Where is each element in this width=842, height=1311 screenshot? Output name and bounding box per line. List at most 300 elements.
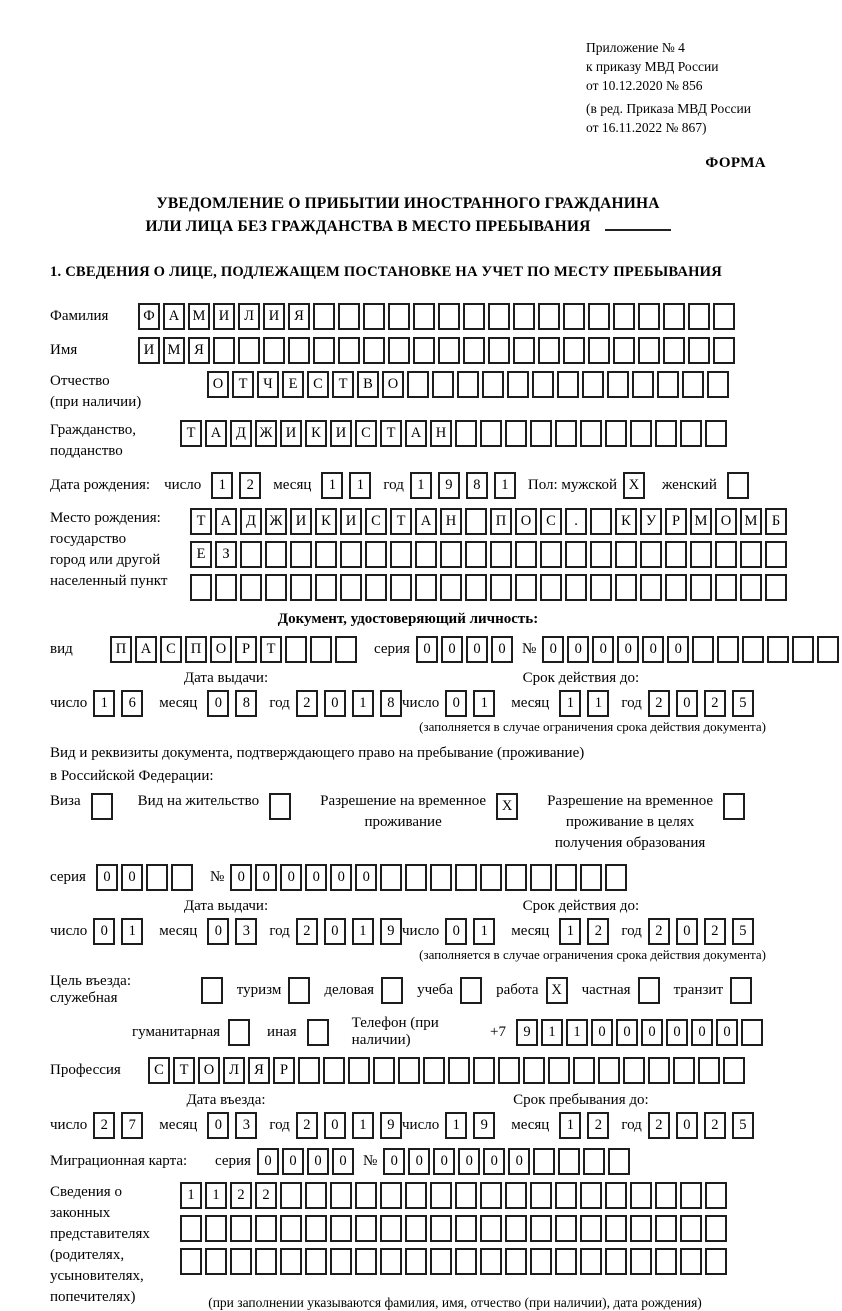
char-box[interactable]: 0 <box>324 690 346 717</box>
char-box[interactable] <box>285 636 307 663</box>
char-box[interactable] <box>705 1215 727 1242</box>
char-box[interactable] <box>590 574 612 601</box>
char-box[interactable]: 1 <box>211 472 233 499</box>
char-box[interactable] <box>205 1215 227 1242</box>
char-box[interactable]: Т <box>173 1057 195 1084</box>
char-box[interactable] <box>555 1248 577 1275</box>
char-box[interactable] <box>323 1057 345 1084</box>
char-box[interactable] <box>563 337 585 364</box>
char-box[interactable] <box>730 977 752 1004</box>
char-box[interactable] <box>505 1182 527 1209</box>
char-box[interactable]: X <box>623 472 645 499</box>
char-box[interactable] <box>465 508 487 535</box>
char-box[interactable] <box>765 574 787 601</box>
char-box[interactable] <box>180 1215 202 1242</box>
char-box[interactable] <box>465 541 487 568</box>
char-box[interactable] <box>638 977 660 1004</box>
char-box[interactable] <box>380 864 402 891</box>
char-box[interactable]: К <box>305 420 327 447</box>
char-box[interactable] <box>705 420 727 447</box>
char-box[interactable]: 0 <box>592 636 614 663</box>
char-box[interactable]: А <box>215 508 237 535</box>
char-box[interactable]: К <box>615 508 637 535</box>
char-box[interactable]: А <box>135 636 157 663</box>
char-box[interactable]: 9 <box>473 1112 495 1139</box>
char-box[interactable]: 0 <box>667 636 689 663</box>
char-box[interactable] <box>380 1215 402 1242</box>
char-box[interactable] <box>490 541 512 568</box>
char-box[interactable] <box>269 793 291 820</box>
char-box[interactable] <box>530 1215 552 1242</box>
char-box[interactable] <box>432 371 454 398</box>
char-box[interactable] <box>355 1215 377 1242</box>
char-box[interactable] <box>682 371 704 398</box>
char-box[interactable]: 9 <box>380 918 402 945</box>
char-box[interactable]: Л <box>223 1057 245 1084</box>
char-box[interactable] <box>648 1057 670 1084</box>
char-box[interactable] <box>288 977 310 1004</box>
char-box[interactable]: С <box>365 508 387 535</box>
char-box[interactable]: 0 <box>305 864 327 891</box>
char-box[interactable] <box>623 1057 645 1084</box>
char-box[interactable] <box>290 541 312 568</box>
char-box[interactable]: Я <box>188 337 210 364</box>
char-box[interactable]: 2 <box>648 918 670 945</box>
char-box[interactable] <box>280 1248 302 1275</box>
char-box[interactable] <box>705 1248 727 1275</box>
char-box[interactable] <box>457 371 479 398</box>
char-box[interactable] <box>228 1019 250 1046</box>
char-box[interactable] <box>540 574 562 601</box>
char-box[interactable]: 8 <box>466 472 488 499</box>
char-box[interactable]: 0 <box>676 690 698 717</box>
char-box[interactable] <box>707 371 729 398</box>
char-box[interactable] <box>582 371 604 398</box>
char-box[interactable] <box>507 371 529 398</box>
char-box[interactable]: 3 <box>235 918 257 945</box>
char-box[interactable]: 0 <box>483 1148 505 1175</box>
char-box[interactable] <box>665 541 687 568</box>
char-box[interactable]: Т <box>190 508 212 535</box>
char-box[interactable]: А <box>163 303 185 330</box>
char-box[interactable] <box>490 574 512 601</box>
char-box[interactable] <box>565 574 587 601</box>
char-box[interactable] <box>630 1248 652 1275</box>
char-box[interactable]: У <box>640 508 662 535</box>
char-box[interactable] <box>415 574 437 601</box>
char-box[interactable] <box>640 574 662 601</box>
char-box[interactable]: 2 <box>296 1112 318 1139</box>
char-box[interactable] <box>767 636 789 663</box>
char-box[interactable] <box>480 1182 502 1209</box>
char-box[interactable]: С <box>307 371 329 398</box>
char-box[interactable] <box>717 636 739 663</box>
char-box[interactable] <box>205 1248 227 1275</box>
char-box[interactable]: 0 <box>324 918 346 945</box>
char-box[interactable]: Ж <box>265 508 287 535</box>
char-box[interactable]: 0 <box>230 864 252 891</box>
char-box[interactable] <box>455 1215 477 1242</box>
char-box[interactable] <box>313 303 335 330</box>
char-box[interactable] <box>413 303 435 330</box>
char-box[interactable] <box>460 977 482 1004</box>
char-box[interactable] <box>613 303 635 330</box>
char-box[interactable]: И <box>213 303 235 330</box>
char-box[interactable] <box>713 337 735 364</box>
char-box[interactable]: Ф <box>138 303 160 330</box>
char-box[interactable] <box>727 472 749 499</box>
char-box[interactable] <box>663 303 685 330</box>
char-box[interactable] <box>765 541 787 568</box>
char-box[interactable]: 9 <box>516 1019 538 1046</box>
char-box[interactable] <box>613 337 635 364</box>
char-box[interactable] <box>532 371 554 398</box>
char-box[interactable] <box>530 420 552 447</box>
char-box[interactable] <box>280 1182 302 1209</box>
char-box[interactable] <box>557 371 579 398</box>
char-box[interactable] <box>340 574 362 601</box>
char-box[interactable]: З <box>215 541 237 568</box>
char-box[interactable]: 0 <box>255 864 277 891</box>
char-box[interactable] <box>607 371 629 398</box>
char-box[interactable]: 0 <box>676 1112 698 1139</box>
char-box[interactable] <box>180 1248 202 1275</box>
char-box[interactable] <box>480 1215 502 1242</box>
char-box[interactable] <box>480 1248 502 1275</box>
char-box[interactable] <box>405 1182 427 1209</box>
char-box[interactable]: 0 <box>542 636 564 663</box>
char-box[interactable] <box>590 508 612 535</box>
char-box[interactable]: А <box>205 420 227 447</box>
char-box[interactable] <box>381 977 403 1004</box>
char-box[interactable] <box>817 636 839 663</box>
char-box[interactable]: Д <box>240 508 262 535</box>
char-box[interactable]: 0 <box>96 864 118 891</box>
char-box[interactable]: 3 <box>235 1112 257 1139</box>
char-box[interactable]: 1 <box>494 472 516 499</box>
char-box[interactable]: 8 <box>380 690 402 717</box>
char-box[interactable]: 1 <box>566 1019 588 1046</box>
char-box[interactable] <box>338 303 360 330</box>
char-box[interactable] <box>238 337 260 364</box>
char-box[interactable] <box>638 303 660 330</box>
char-box[interactable] <box>530 864 552 891</box>
char-box[interactable]: X <box>496 793 518 820</box>
char-box[interactable]: Н <box>430 420 452 447</box>
char-box[interactable]: 1 <box>205 1182 227 1209</box>
char-box[interactable] <box>338 337 360 364</box>
char-box[interactable]: Б <box>765 508 787 535</box>
char-box[interactable] <box>573 1057 595 1084</box>
char-box[interactable] <box>605 420 627 447</box>
char-box[interactable] <box>657 371 679 398</box>
char-box[interactable]: 1 <box>473 690 495 717</box>
char-box[interactable] <box>513 303 535 330</box>
char-box[interactable] <box>630 420 652 447</box>
char-box[interactable] <box>330 1215 352 1242</box>
char-box[interactable]: 0 <box>445 690 467 717</box>
char-box[interactable]: Ж <box>255 420 277 447</box>
char-box[interactable] <box>288 337 310 364</box>
char-box[interactable] <box>265 541 287 568</box>
char-box[interactable] <box>440 541 462 568</box>
char-box[interactable] <box>201 977 223 1004</box>
char-box[interactable] <box>438 337 460 364</box>
char-box[interactable]: Т <box>180 420 202 447</box>
char-box[interactable]: 0 <box>207 690 229 717</box>
char-box[interactable]: А <box>405 420 427 447</box>
char-box[interactable]: 2 <box>587 1112 609 1139</box>
char-box[interactable] <box>558 1148 580 1175</box>
char-box[interactable]: Е <box>282 371 304 398</box>
char-box[interactable]: 1 <box>445 1112 467 1139</box>
char-box[interactable] <box>405 864 427 891</box>
char-box[interactable]: А <box>415 508 437 535</box>
char-box[interactable]: 0 <box>491 636 513 663</box>
char-box[interactable]: 0 <box>433 1148 455 1175</box>
char-box[interactable] <box>355 1248 377 1275</box>
char-box[interactable]: 2 <box>255 1182 277 1209</box>
char-box[interactable] <box>455 420 477 447</box>
char-box[interactable]: М <box>740 508 762 535</box>
char-box[interactable]: 1 <box>121 918 143 945</box>
char-box[interactable]: 2 <box>93 1112 115 1139</box>
char-box[interactable] <box>290 574 312 601</box>
char-box[interactable]: 1 <box>93 690 115 717</box>
char-box[interactable]: 0 <box>466 636 488 663</box>
char-box[interactable] <box>430 864 452 891</box>
char-box[interactable]: 0 <box>207 918 229 945</box>
char-box[interactable]: Т <box>260 636 282 663</box>
char-box[interactable]: О <box>715 508 737 535</box>
char-box[interactable] <box>530 1248 552 1275</box>
char-box[interactable] <box>680 1182 702 1209</box>
char-box[interactable] <box>340 541 362 568</box>
char-box[interactable]: 1 <box>349 472 371 499</box>
char-box[interactable] <box>430 1215 452 1242</box>
char-box[interactable] <box>405 1215 427 1242</box>
char-box[interactable]: 2 <box>704 918 726 945</box>
char-box[interactable]: 6 <box>121 690 143 717</box>
char-box[interactable] <box>692 636 714 663</box>
char-box[interactable] <box>298 1057 320 1084</box>
char-box[interactable]: И <box>280 420 302 447</box>
char-box[interactable] <box>538 337 560 364</box>
char-box[interactable] <box>740 541 762 568</box>
char-box[interactable] <box>505 1248 527 1275</box>
char-box[interactable] <box>240 541 262 568</box>
char-box[interactable] <box>413 337 435 364</box>
char-box[interactable]: 0 <box>257 1148 279 1175</box>
char-box[interactable] <box>240 574 262 601</box>
char-box[interactable] <box>655 1182 677 1209</box>
char-box[interactable] <box>255 1215 277 1242</box>
char-box[interactable]: М <box>690 508 712 535</box>
char-box[interactable]: Е <box>190 541 212 568</box>
char-box[interactable]: 2 <box>648 1112 670 1139</box>
char-box[interactable] <box>640 541 662 568</box>
char-box[interactable] <box>630 1182 652 1209</box>
char-box[interactable] <box>655 420 677 447</box>
char-box[interactable]: П <box>490 508 512 535</box>
char-box[interactable]: 2 <box>230 1182 252 1209</box>
char-box[interactable] <box>482 371 504 398</box>
char-box[interactable] <box>580 1215 602 1242</box>
char-box[interactable] <box>680 1215 702 1242</box>
char-box[interactable] <box>473 1057 495 1084</box>
char-box[interactable]: 1 <box>352 1112 374 1139</box>
char-box[interactable]: 0 <box>676 918 698 945</box>
char-box[interactable] <box>455 1248 477 1275</box>
char-box[interactable] <box>146 864 168 891</box>
char-box[interactable]: 2 <box>704 1112 726 1139</box>
char-box[interactable] <box>365 574 387 601</box>
char-box[interactable]: 0 <box>408 1148 430 1175</box>
char-box[interactable] <box>515 574 537 601</box>
char-box[interactable] <box>515 541 537 568</box>
char-box[interactable] <box>615 574 637 601</box>
char-box[interactable]: X <box>546 977 568 1004</box>
char-box[interactable] <box>555 1182 577 1209</box>
char-box[interactable]: С <box>160 636 182 663</box>
char-box[interactable] <box>540 541 562 568</box>
char-box[interactable]: 0 <box>716 1019 738 1046</box>
char-box[interactable]: К <box>315 508 337 535</box>
char-box[interactable]: 1 <box>321 472 343 499</box>
char-box[interactable] <box>605 1248 627 1275</box>
char-box[interactable] <box>305 1182 327 1209</box>
char-box[interactable] <box>213 337 235 364</box>
char-box[interactable] <box>480 864 502 891</box>
char-box[interactable]: 0 <box>591 1019 613 1046</box>
char-box[interactable]: Я <box>248 1057 270 1084</box>
char-box[interactable]: 5 <box>732 1112 754 1139</box>
char-box[interactable]: 0 <box>508 1148 530 1175</box>
char-box[interactable]: 1 <box>410 472 432 499</box>
char-box[interactable]: . <box>565 508 587 535</box>
char-box[interactable]: 2 <box>239 472 261 499</box>
char-box[interactable]: 2 <box>296 690 318 717</box>
char-box[interactable] <box>505 420 527 447</box>
char-box[interactable]: 0 <box>280 864 302 891</box>
char-box[interactable]: 0 <box>445 918 467 945</box>
char-box[interactable]: 0 <box>93 918 115 945</box>
char-box[interactable]: 7 <box>121 1112 143 1139</box>
char-box[interactable]: Р <box>235 636 257 663</box>
char-box[interactable] <box>488 303 510 330</box>
char-box[interactable]: 1 <box>473 918 495 945</box>
char-box[interactable] <box>230 1215 252 1242</box>
char-box[interactable]: 0 <box>324 1112 346 1139</box>
char-box[interactable]: Т <box>380 420 402 447</box>
char-box[interactable] <box>588 303 610 330</box>
char-box[interactable] <box>588 337 610 364</box>
char-box[interactable]: 0 <box>617 636 639 663</box>
char-box[interactable]: 0 <box>641 1019 663 1046</box>
char-box[interactable] <box>305 1215 327 1242</box>
char-box[interactable] <box>171 864 193 891</box>
char-box[interactable] <box>630 1215 652 1242</box>
char-box[interactable] <box>715 574 737 601</box>
char-box[interactable] <box>563 303 585 330</box>
char-box[interactable]: 1 <box>541 1019 563 1046</box>
char-box[interactable]: Ч <box>257 371 279 398</box>
char-box[interactable] <box>663 337 685 364</box>
char-box[interactable]: 1 <box>352 918 374 945</box>
char-box[interactable] <box>463 337 485 364</box>
char-box[interactable] <box>608 1148 630 1175</box>
char-box[interactable] <box>263 337 285 364</box>
char-box[interactable] <box>315 574 337 601</box>
char-box[interactable] <box>407 371 429 398</box>
char-box[interactable] <box>330 1248 352 1275</box>
char-box[interactable] <box>598 1057 620 1084</box>
char-box[interactable] <box>555 864 577 891</box>
char-box[interactable] <box>380 1182 402 1209</box>
char-box[interactable]: 2 <box>704 690 726 717</box>
char-box[interactable] <box>355 1182 377 1209</box>
char-box[interactable]: 0 <box>307 1148 329 1175</box>
char-box[interactable]: 1 <box>559 918 581 945</box>
char-box[interactable]: 0 <box>666 1019 688 1046</box>
char-box[interactable] <box>310 636 332 663</box>
char-box[interactable]: Т <box>390 508 412 535</box>
char-box[interactable] <box>665 574 687 601</box>
char-box[interactable] <box>307 1019 329 1046</box>
char-box[interactable] <box>538 303 560 330</box>
char-box[interactable] <box>565 541 587 568</box>
char-box[interactable]: 2 <box>587 918 609 945</box>
char-box[interactable] <box>632 371 654 398</box>
char-box[interactable]: 0 <box>330 864 352 891</box>
char-box[interactable] <box>330 1182 352 1209</box>
char-box[interactable] <box>688 337 710 364</box>
char-box[interactable] <box>280 1215 302 1242</box>
char-box[interactable] <box>430 1248 452 1275</box>
char-box[interactable]: 0 <box>383 1148 405 1175</box>
char-box[interactable]: 0 <box>616 1019 638 1046</box>
char-box[interactable] <box>388 337 410 364</box>
char-box[interactable]: О <box>198 1057 220 1084</box>
char-box[interactable] <box>690 574 712 601</box>
char-box[interactable]: 9 <box>380 1112 402 1139</box>
char-box[interactable] <box>705 1182 727 1209</box>
char-box[interactable]: С <box>148 1057 170 1084</box>
char-box[interactable]: П <box>185 636 207 663</box>
char-box[interactable]: 0 <box>207 1112 229 1139</box>
char-box[interactable] <box>580 420 602 447</box>
char-box[interactable]: 0 <box>691 1019 713 1046</box>
char-box[interactable]: 2 <box>648 690 670 717</box>
char-box[interactable] <box>373 1057 395 1084</box>
char-box[interactable] <box>680 1248 702 1275</box>
char-box[interactable] <box>363 303 385 330</box>
char-box[interactable]: 0 <box>458 1148 480 1175</box>
char-box[interactable] <box>498 1057 520 1084</box>
char-box[interactable]: Н <box>440 508 462 535</box>
char-box[interactable] <box>438 303 460 330</box>
char-box[interactable] <box>505 864 527 891</box>
char-box[interactable] <box>480 420 502 447</box>
char-box[interactable]: 1 <box>559 690 581 717</box>
char-box[interactable]: 5 <box>732 918 754 945</box>
char-box[interactable] <box>463 303 485 330</box>
char-box[interactable] <box>348 1057 370 1084</box>
char-box[interactable] <box>505 1215 527 1242</box>
char-box[interactable] <box>390 574 412 601</box>
char-box[interactable]: 0 <box>332 1148 354 1175</box>
char-box[interactable] <box>580 1182 602 1209</box>
